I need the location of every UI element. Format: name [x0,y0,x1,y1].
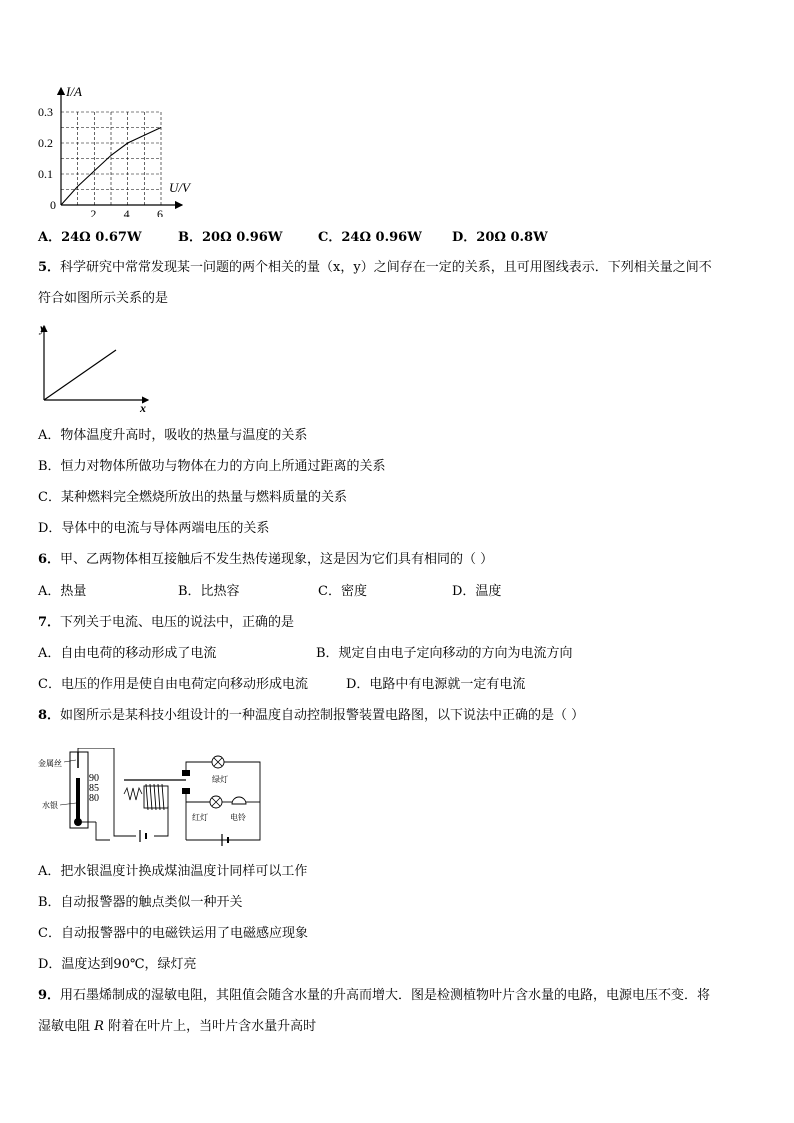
iu-x-tick-label: 2 [90,207,97,217]
working-wire-right [186,762,260,840]
q5-axis-x-label: x [140,401,146,415]
electric-bell [232,797,246,804]
control-wire-bulb-down [96,822,110,840]
q7-option-a: A．自由电荷的移动形成了电流 [38,646,217,661]
q7-stem: 7．下列关于电流、电压的说法中，正确的是 [38,615,295,630]
iu-x-tick-label: 4 [123,207,130,217]
relay-contact-lower [182,788,190,794]
q6-option-b: B．比热容 [178,584,240,599]
q5-axis-y-label: y [40,321,46,335]
scale-90: 90 [89,773,99,784]
q5-linear-line [44,350,116,400]
thermometer-column [76,778,80,822]
thermometer-bulb [74,818,82,826]
q5-option-b: B．恒力对物体所做功与物体在力的方向上所通过距离的关系 [38,459,386,474]
q8-option-c: C．自动报警器中的电磁铁运用了电磁感应现象 [38,926,308,941]
label-metal-wire: 金属丝 [38,759,62,768]
q8-alarm-circuit [36,748,276,848]
q6-stem: 6．甲、乙两物体相互接触后不发生热传递现象，这是因为它们具有相同的（ ） [38,552,494,567]
q4-option-d: D．20Ω 0.8W [452,230,548,245]
q4-option-a: A．24Ω 0.67W [38,230,142,245]
q8-stem: 8．如图所示是某科技小组设计的一种温度自动控制报警装置电路图，以下说法中正确的是（ ） [38,708,585,723]
label-mercury: 水银 [42,801,58,810]
q7-option-d: D．电路中有电源就一定有电流 [346,677,526,692]
iu-chart-origin: 0 [50,198,56,212]
q5-stem-line1: 5．科学研究中常常发现某一问题的两个相关的量（x，y）之间存在一定的关系，且可用图线表示．下列相关量之间不 [38,260,712,275]
q8-option-d: D．温度达到90℃，绿灯亮 [38,957,197,972]
iu-y-tick-label: 0.3 [38,105,53,119]
q6-option-c: C．密度 [318,584,367,599]
relay-contact-upper [182,770,190,776]
q7-option-c: C．电压的作用是使自由电荷定向移动形成电流 [38,677,308,692]
q8-option-a: A．把水银温度计换成煤油温度计同样可以工作 [38,864,308,879]
q5-xy-graph [36,320,156,415]
label-green-lamp: 绿灯 [212,775,228,784]
label-bell: 电铃 [230,813,246,822]
q9-stem-line1: 9．用石墨烯制成的湿敏电阻，其阻值会随含水量的升高而增大．图是检测植物叶片含水量的电路，电源电压不变．将 [38,988,711,1003]
label-red-lamp: 红灯 [192,813,208,822]
q7-option-b: B．规定自由电子定向移动的方向为电流方向 [316,646,573,661]
iu-y-tick-label: 0.2 [38,136,53,150]
q5-option-a: A．物体温度升高时，吸收的热量与温度的关系 [38,428,308,443]
q4-option-c: C．24Ω 0.96W [318,230,422,245]
control-wire-right [154,806,168,836]
working-wire-top [186,762,212,770]
spring [124,788,142,800]
q4-option-b: B．20Ω 0.96W [178,230,283,245]
q6-option-a: A．热量 [38,584,87,599]
iu-chart-ylabel: I/A [66,84,82,99]
q5-stem-line2: 符合如图所示关系的是 [38,291,169,306]
iu-y-tick-label: 0.1 [38,167,53,181]
scale-85: 85 [89,783,99,794]
iu-chart-grid [61,112,161,205]
q9-stem-line2: 湿敏电阻 R 附着在叶片上，当叶片含水量升高时 [38,1019,317,1034]
electromagnet-coil [146,784,164,810]
q5-option-c: C．某种燃料完全燃烧所放出的热量与燃料质量的关系 [38,490,347,505]
iu-chart [30,82,200,217]
iu-chart-xlabel: U/V [169,180,190,195]
scale-80: 80 [89,793,99,804]
q5-option-d: D．导体中的电流与导体两端电压的关系 [38,521,270,536]
q6-option-d: D．温度 [452,584,502,599]
q8-option-b: B．自动报警器的触点类似一种开关 [38,895,243,910]
iu-x-tick-label: 6 [157,207,163,217]
